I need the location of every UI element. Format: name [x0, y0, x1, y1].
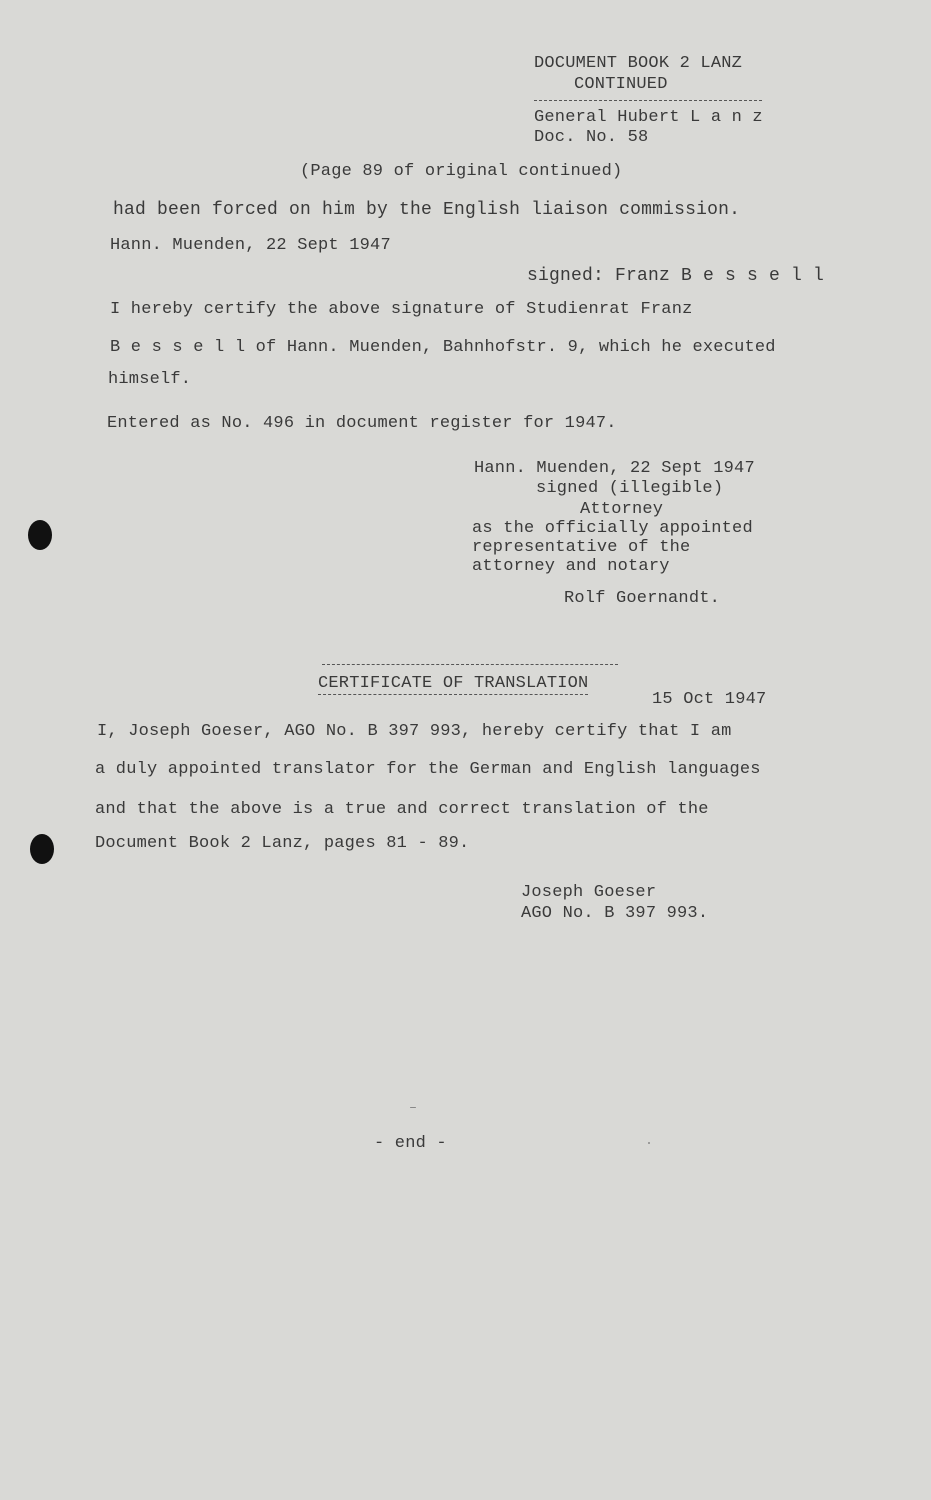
- certificate-line-4: Document Book 2 Lanz, pages 81 - 89.: [95, 834, 470, 853]
- certificate-line-2: a duly appointed translator for the German and English languages: [95, 760, 761, 779]
- translator-ago-number: AGO No. B 397 993.: [521, 904, 709, 923]
- certificate-line-3: and that the above is a true and correct translation of the: [95, 800, 709, 819]
- notary-role-2: representative of the: [472, 538, 691, 557]
- certificate-heading-text: CERTIFICATE OF TRANSLATION: [318, 674, 589, 693]
- doc-number: Doc. No. 58: [534, 128, 649, 147]
- certificate-heading: [318, 674, 588, 694]
- book-title: DOCUMENT BOOK 2 LANZ: [534, 54, 743, 73]
- punch-hole-top: [28, 520, 52, 550]
- certification-line-1: I hereby certify the above signature of Studienrat Franz: [110, 300, 693, 319]
- notary-signed: signed (illegible): [536, 479, 724, 498]
- notary-name: Rolf Goernandt.: [564, 589, 721, 608]
- translator-name: Joseph Goeser: [521, 883, 657, 902]
- page-reference: (Page 89 of original continued): [300, 162, 623, 181]
- stray-mark: [648, 1142, 650, 1144]
- certificate-date: 15 Oct 1947: [652, 690, 767, 709]
- signed-line: signed: Franz B e s s e l l: [527, 266, 825, 286]
- end-marker: - end -: [374, 1134, 447, 1153]
- notary-place-date: Hann. Muenden, 22 Sept 1947: [474, 459, 755, 478]
- defendant-name: General Hubert L a n z: [534, 108, 763, 127]
- continued-label: CONTINUED: [574, 75, 668, 94]
- entered-line: Entered as No. 496 in document register for 1947.: [107, 414, 617, 433]
- notary-title: Attorney: [580, 500, 664, 519]
- body-line-2: Hann. Muenden, 22 Sept 1947: [110, 236, 391, 255]
- body-line-1: had been forced on him by the English liaison commission.: [113, 200, 741, 220]
- certificate-top-rule: [322, 664, 618, 665]
- certificate-line-1: I, Joseph Goeser, AGO No. B 397 993, hereby certify that I am: [97, 722, 732, 741]
- certification-line-2: B e s s e l l of Hann. Muenden, Bahnhofstr. 9, which he executed: [110, 338, 776, 357]
- notary-role-3: attorney and notary: [472, 557, 670, 576]
- notary-role-1: as the officially appointed: [472, 519, 753, 538]
- punch-hole-bottom: [30, 834, 54, 864]
- stray-mark: [410, 1107, 416, 1108]
- certification-line-3: himself.: [108, 370, 192, 389]
- header-rule: [534, 100, 762, 101]
